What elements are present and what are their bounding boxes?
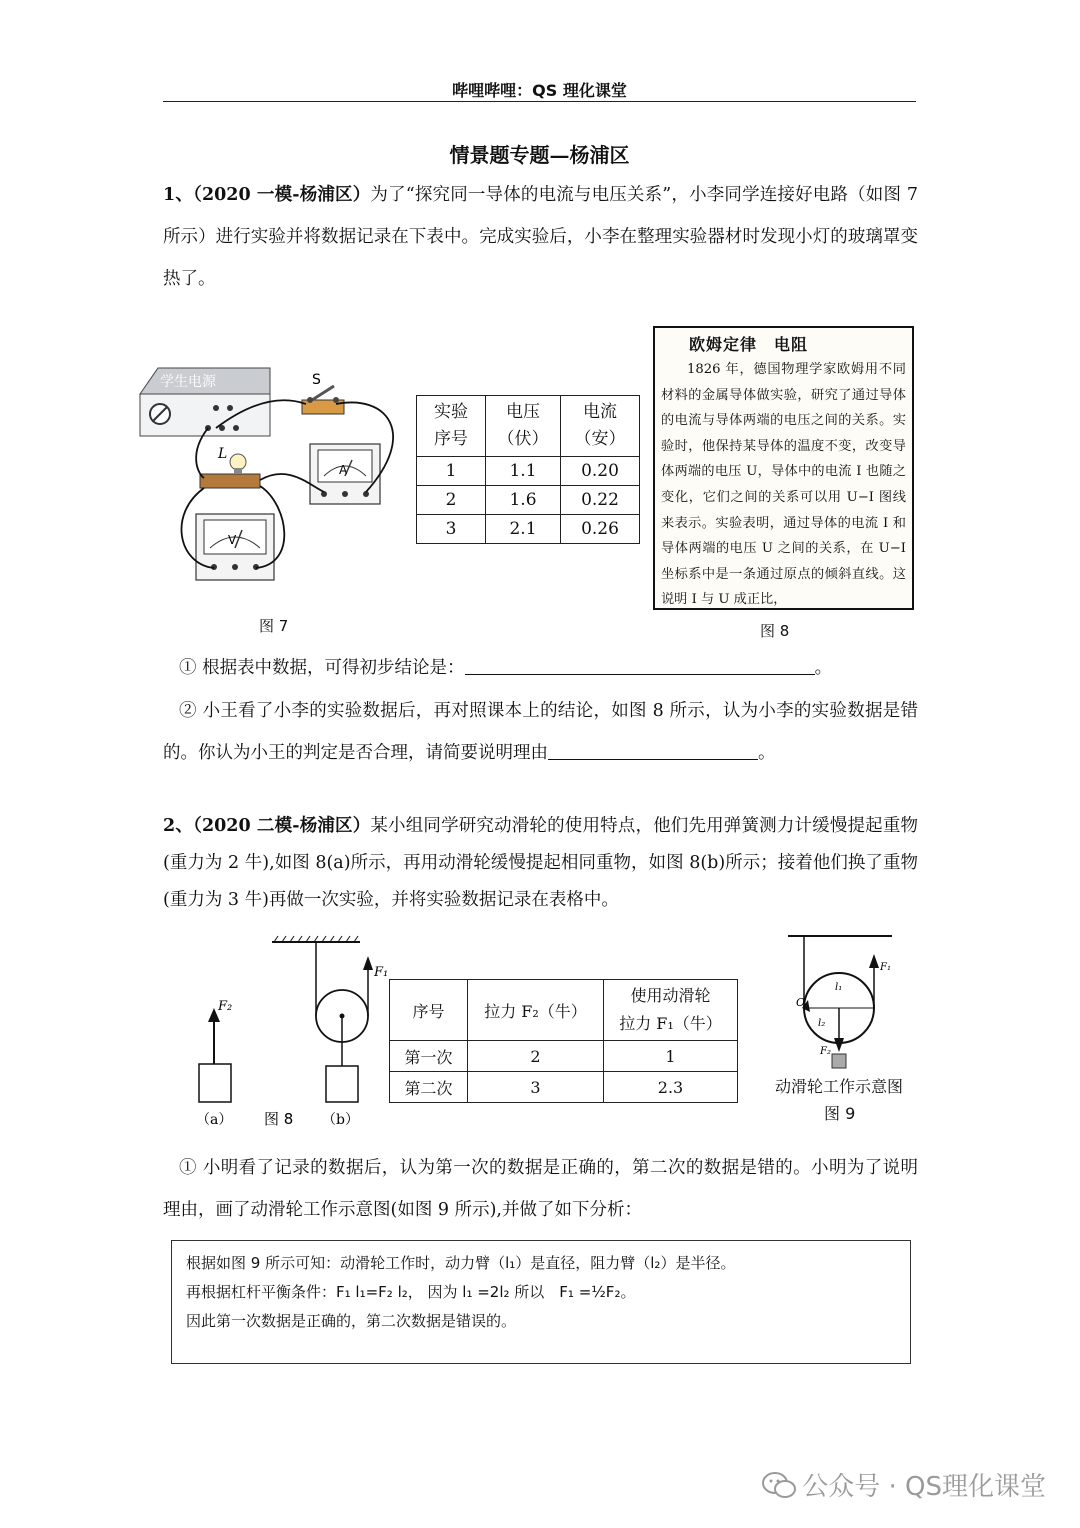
q1-data-table <box>416 395 640 544</box>
lamp-label: L <box>218 446 228 462</box>
label-f1: F₁ <box>374 965 389 980</box>
table-header-cell: 电流 （安） <box>561 396 640 457</box>
label-b: （b） <box>322 1112 359 1128</box>
lamp <box>200 454 260 488</box>
analysis-line-1: 根据如图 9 所示可知：动滑轮工作时，动力臂（l₁）是直径，阻力臂（l₂）是半径。 <box>186 1254 736 1272</box>
q1-sub2: ② 小王看了小李的实验数据后，再对照课本上的结论，如图 8 所示，认为小李的实验数据是错的。你认为小王的判定是否合理，请简要说明理由 。 <box>163 701 918 763</box>
q2-sub1: ① 小明看了记录的数据后，认为第一次的数据是正确的，第二次的数据是错的。小明为了说明理由，画了动滑轮工作示意图(如图 9 所示),并做了如下分析： <box>163 1158 918 1220</box>
page-title: 情景题专题—杨浦区 <box>449 143 630 167</box>
analysis-box <box>171 1240 911 1364</box>
switch <box>302 386 344 414</box>
label-l1: l₁ <box>835 982 843 993</box>
fig9-caption: 动滑轮工作示意图 <box>775 1077 904 1096</box>
pulley-figure-8 <box>190 932 395 1132</box>
table-header-cell: 使用动滑轮 拉力 F₁（牛） <box>604 980 738 1041</box>
q2-number: 2、 <box>163 816 194 836</box>
q2-data-table <box>389 979 738 1103</box>
label-f2: F₂ <box>218 999 233 1014</box>
table-row: 1 1.1 0.20 <box>417 457 640 486</box>
analysis-line-3: 因此第一次数据是正确的，第二次数据是错误的。 <box>186 1312 517 1330</box>
table-header-row <box>390 980 738 1041</box>
label-l2: l₂ <box>818 1018 826 1029</box>
ammeter-label: A <box>339 463 348 477</box>
voltmeter <box>196 514 274 580</box>
table-header-cell: 实验 序号 <box>417 396 486 457</box>
watermark <box>762 1466 1046 1503</box>
table-row: 2 1.6 0.22 <box>417 486 640 515</box>
q2-intro <box>163 808 918 919</box>
label-a: （a） <box>196 1112 233 1128</box>
textbook-title: 欧姆定律 电阻 <box>689 335 809 354</box>
table-header-row <box>417 396 640 457</box>
watermark-text: 公众号 · QS理化课堂 <box>802 1472 1046 1502</box>
header-rule <box>163 101 916 102</box>
fig9-label: 图 9 <box>824 1104 856 1123</box>
analysis-line-2: 再根据杠杆平衡条件：F₁ l₁=F₂ l₂， 因为 l₁ =2l₂ 所以 F₁ =½F₂。 <box>186 1283 636 1301</box>
table-row: 第二次 3 2.3 <box>390 1072 738 1103</box>
answer-blank-2[interactable] <box>548 739 758 760</box>
q1-number: 1、 <box>163 185 194 205</box>
q1-intro-text: 为了“探究同一导体的电流与电压关系”，小李同学连接好电路（如图 7 所示）进行实验并将数据记录在下表中。完成实验后，小李在整理实验器材时发现小灯的玻璃罩变热了。 <box>163 185 919 289</box>
q1-intro <box>163 174 918 300</box>
power-label: 学生电源 <box>160 374 216 390</box>
page-header: 哔哩哔哩：QS 理化课堂 <box>452 81 627 100</box>
q2-source: （2020 二模-杨浦区） <box>193 816 371 836</box>
weight-b <box>326 1066 358 1102</box>
weight-a <box>199 1064 231 1102</box>
q2-intro-text: 某小组同学研究动滑轮的使用特点，他们先用弹簧测力计缓慢提起重物(重力为 2 牛),如图 8(a)所示，再用动滑轮缓慢提起相同重物，如图 8(b)所示；接着他们换了重物(重力为 3 牛)再做一次实验，并将实验数据记录在表格中。 <box>163 816 919 910</box>
wechat-icon <box>762 1471 796 1499</box>
voltmeter-label: V <box>228 533 237 547</box>
fig7-caption: 图 7 <box>259 617 289 635</box>
q1-source: （2020 一模-杨浦区） <box>193 185 371 205</box>
textbook-body: 1826 年，德国物理学家欧姆用不同材料的金属导体做实验，研究了通过导体的电流与导体两端的电压之间的关系。实验时，他保持某导体的温度不变，改变导体两端的电压 U，导体中的电流 I 也随之变化，它们之间的关系可以用 U−I 图线来表示。实验表明，通过导体的电流 I 和导体两端的电压 U 之间的关系，在 U−I 坐标系中是一条通过原点的倾斜直线。这说明 I 与 U 成正比， <box>661 362 906 608</box>
label-fig8: 图 8 <box>264 1110 294 1128</box>
textbook-excerpt <box>653 326 914 610</box>
table-row: 第一次 2 1 <box>390 1041 738 1072</box>
table-row: 3 2.1 0.26 <box>417 515 640 544</box>
label-f2-fig9: F₂ <box>820 1046 831 1057</box>
label-o: O <box>796 996 806 1009</box>
label-f1-fig9: F₁ <box>880 962 891 973</box>
table-header-cell: 电压 （伏） <box>486 396 561 457</box>
q1-sub1: ① 根据表中数据，可得初步结论是： 。 <box>163 647 918 689</box>
pulley-lever-figure-9 <box>780 928 900 1078</box>
table-header-cell: 序号 <box>390 980 468 1041</box>
fig8-caption: 图 8 <box>760 622 790 640</box>
circuit-figure <box>138 364 423 614</box>
answer-blank-1[interactable] <box>465 654 815 675</box>
table-header-cell: 拉力 F₂（牛） <box>468 980 604 1041</box>
switch-label: S <box>312 372 321 388</box>
